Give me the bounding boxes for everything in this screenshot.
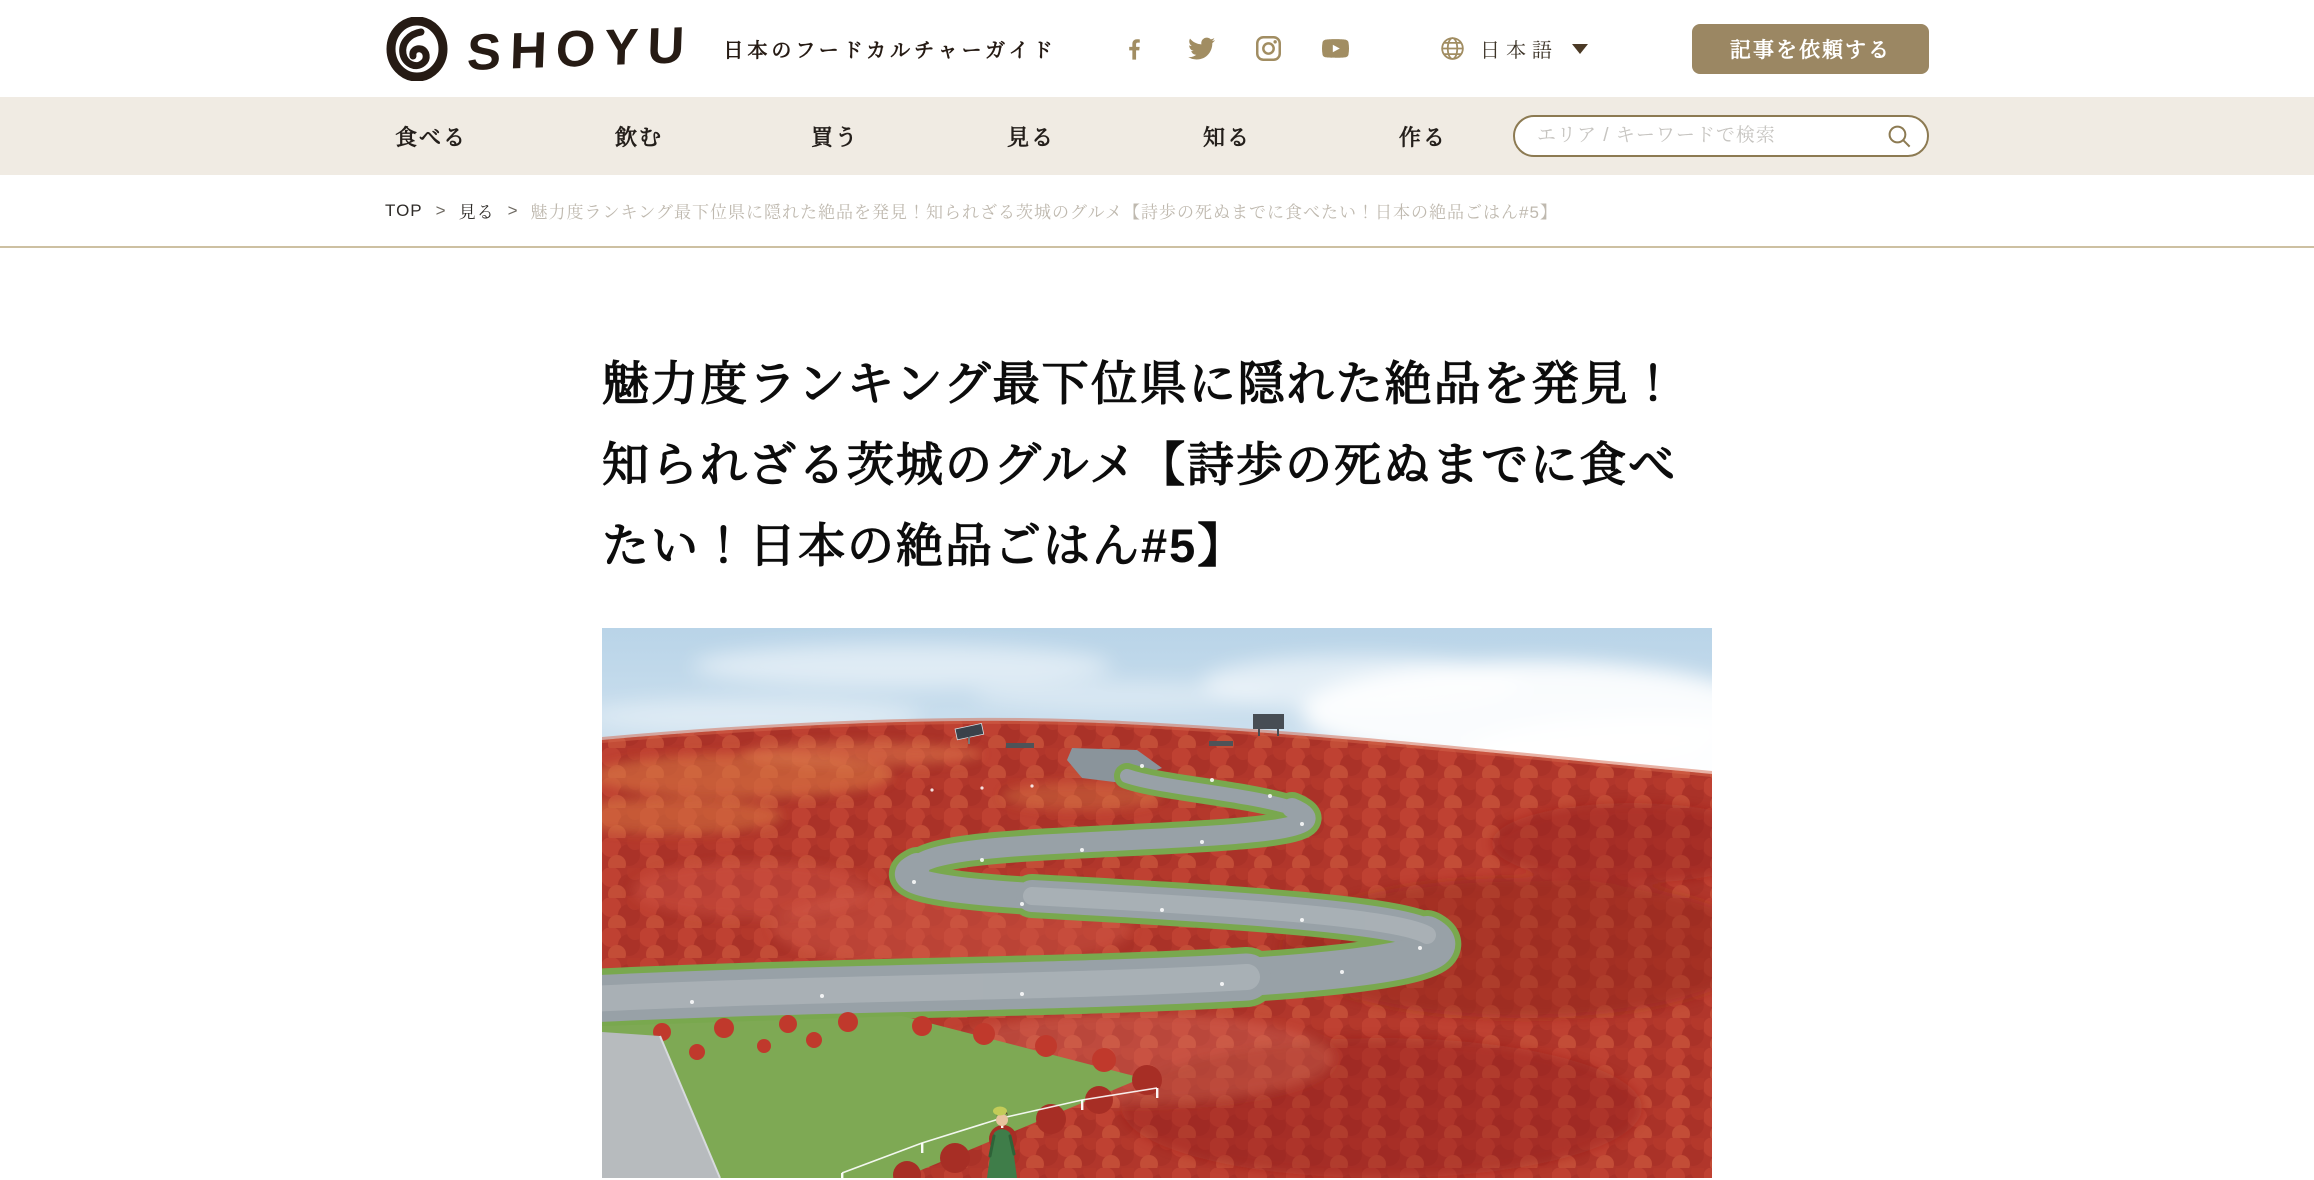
nav-item-taberu[interactable]: 食べる	[395, 124, 468, 150]
logo-mark-icon	[385, 17, 449, 81]
search-icon[interactable]	[1886, 123, 1913, 150]
chevron-down-icon	[1572, 44, 1588, 54]
search-input[interactable]	[1537, 125, 1886, 147]
nav-links	[385, 121, 1447, 152]
article-title: 魅力度ランキング最下位県に隠れた絶品を発見！知られざる茨城のグルメ【詩歩の死ぬまでに食べたい！日本の絶品ごはん#5】	[602, 357, 1679, 572]
twitter-icon	[1188, 35, 1215, 62]
logo-link[interactable]	[385, 17, 693, 81]
facebook-link[interactable]	[1121, 35, 1148, 62]
hero-image	[602, 628, 1712, 1178]
social-links	[1121, 35, 1349, 62]
nav-item-tsukuru[interactable]: 作る	[1398, 124, 1447, 150]
breadcrumb-separator: >	[435, 200, 446, 220]
breadcrumb-current: 魅力度ランキング最下位県に隠れた絶品を発見！知られざる茨城のグルメ【詩歩の死ぬまでに食べたい！日本の絶品ごはん#5】	[530, 203, 1558, 222]
instagram-icon	[1255, 35, 1282, 62]
brand-text: SHOYU	[466, 15, 695, 82]
nav-item-shiru[interactable]: 知る	[1202, 124, 1251, 150]
site-tagline: 日本のフードカルチャーガイド	[723, 40, 1057, 62]
article	[602, 343, 1712, 1178]
facebook-icon	[1121, 35, 1148, 62]
globe-icon	[1439, 35, 1466, 62]
nav-item-kau[interactable]: 買う	[810, 124, 859, 150]
main-nav	[0, 97, 2314, 175]
breadcrumb-top[interactable]: TOP	[385, 200, 423, 220]
instagram-link[interactable]	[1255, 35, 1282, 62]
nav-item-miru[interactable]: 見る	[1006, 124, 1055, 150]
breadcrumb-miru[interactable]: 見る	[458, 203, 495, 222]
request-article-button[interactable]: 記事を依頼する	[1692, 24, 1929, 74]
twitter-link[interactable]	[1188, 35, 1215, 62]
youtube-link[interactable]	[1322, 35, 1349, 62]
breadcrumb-separator: >	[507, 200, 518, 220]
language-label: 日本語	[1480, 40, 1558, 62]
site-header	[0, 0, 2314, 97]
breadcrumb-bar	[0, 175, 2314, 248]
nav-item-nomu[interactable]: 飲む	[614, 124, 663, 150]
language-selector[interactable]	[1439, 34, 1588, 63]
breadcrumb	[385, 198, 1929, 223]
youtube-icon	[1322, 35, 1349, 62]
hero-scene	[602, 628, 1712, 1178]
search-box	[1513, 115, 1929, 157]
